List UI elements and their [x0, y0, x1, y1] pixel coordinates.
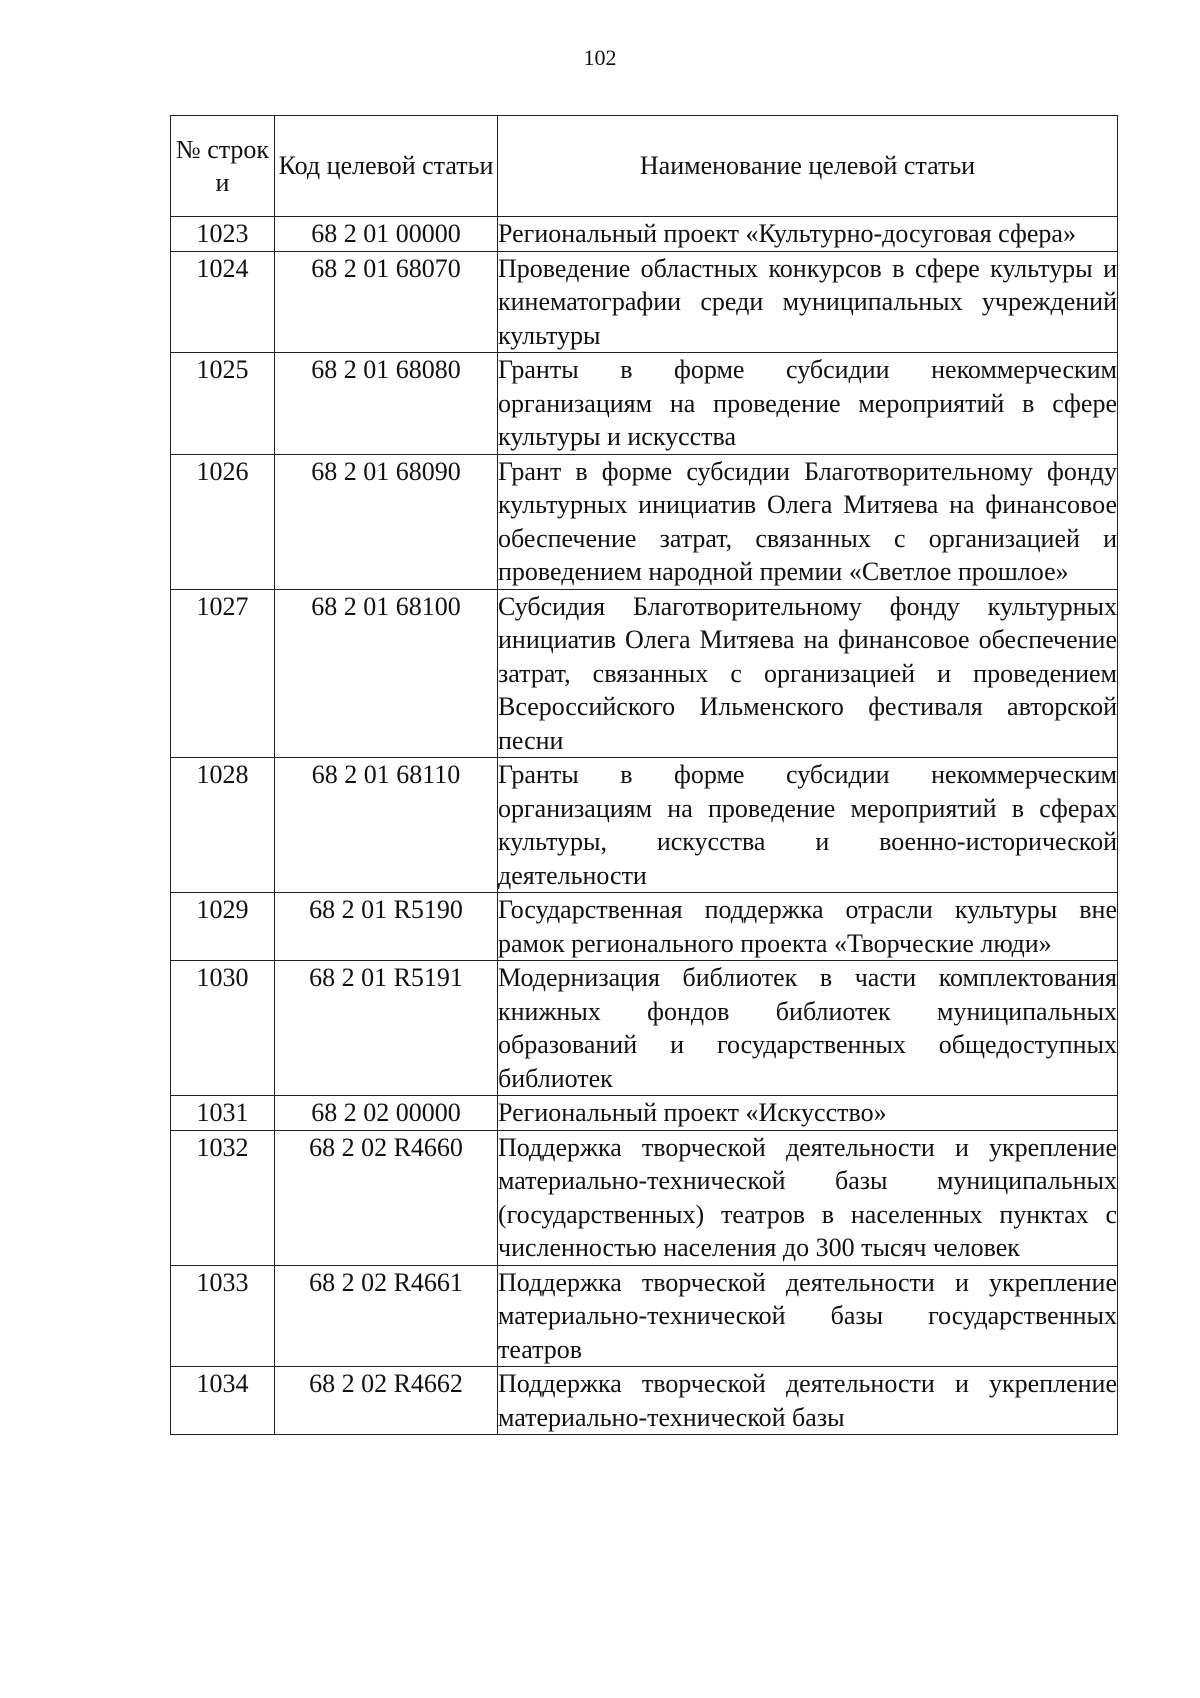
row-code: 68 2 01 68100 — [275, 589, 498, 758]
row-number: 1029 — [171, 893, 275, 961]
row-name: Государственная поддержка отрасли культуры вне рамок регионального проекта «Творческие люди» — [498, 893, 1118, 961]
row-code: 68 2 02 R4661 — [275, 1265, 498, 1367]
table-header-row — [171, 116, 1118, 217]
row-name: Субсидия Благотворительному фонду культурных инициатив Олега Митяева на финансовое обеспечение затрат, связанных с организацией и проведением Всероссийского Ильменского фестиваля авторской песни — [498, 589, 1118, 758]
table-row — [171, 1096, 1118, 1131]
row-name: Региональный проект «Культурно-досуговая сфера» — [498, 217, 1118, 252]
row-name: Поддержка творческой деятельности и укрепление материально-технической базы — [498, 1367, 1118, 1435]
header-code: Код целевой статьи — [275, 116, 498, 217]
table-row — [171, 589, 1118, 758]
table-row — [171, 454, 1118, 589]
row-name: Модернизация библиотек в части комплектования книжных фондов библиотек муниципальных образований и государственных общедоступных библиотек — [498, 961, 1118, 1096]
table-row — [171, 1130, 1118, 1265]
row-code: 68 2 01 68080 — [275, 353, 498, 455]
table-row — [171, 353, 1118, 455]
row-number: 1031 — [171, 1096, 275, 1131]
row-number: 1030 — [171, 961, 275, 1096]
table-row — [171, 1265, 1118, 1367]
row-code: 68 2 01 R5190 — [275, 893, 498, 961]
row-number: 1033 — [171, 1265, 275, 1367]
row-number: 1024 — [171, 251, 275, 353]
row-number: 1034 — [171, 1367, 275, 1435]
row-name: Гранты в форме субсидии некоммерческим организациям на проведение мероприятий в сфере культуры и искусства — [498, 353, 1118, 455]
row-name: Поддержка творческой деятельности и укрепление материально-технической базы государственных театров — [498, 1265, 1118, 1367]
header-name: Наименование целевой статьи — [498, 116, 1118, 217]
table-row — [171, 893, 1118, 961]
table-row — [171, 251, 1118, 353]
row-number: 1027 — [171, 589, 275, 758]
row-number: 1032 — [171, 1130, 275, 1265]
row-number: 1023 — [171, 217, 275, 252]
table-row — [171, 758, 1118, 893]
row-number: 1025 — [171, 353, 275, 455]
row-name: Поддержка творческой деятельности и укрепление материально-технической базы муниципальных (государственных) театров в населенных пунктах с численностью населения до 300 тысяч человек — [498, 1130, 1118, 1265]
row-name: Грант в форме субсидии Благотворительному фонду культурных инициатив Олега Митяева на финансовое обеспечение затрат, связанных с организацией и проведением народной премии «Светлое прошлое» — [498, 454, 1118, 589]
row-number: 1028 — [171, 758, 275, 893]
row-code: 68 2 01 68110 — [275, 758, 498, 893]
table-row — [171, 1367, 1118, 1435]
row-name: Гранты в форме субсидии некоммерческим организациям на проведение мероприятий в сферах культуры, искусства и военно-исторической деятельности — [498, 758, 1118, 893]
row-code: 68 2 01 68070 — [275, 251, 498, 353]
row-code: 68 2 02 R4662 — [275, 1367, 498, 1435]
row-code: 68 2 01 68090 — [275, 454, 498, 589]
row-number: 1026 — [171, 454, 275, 589]
page-number: 102 — [583, 45, 617, 70]
row-name: Проведение областных конкурсов в сфере культуры и кинематографии среди муниципальных учреждений культуры — [498, 251, 1118, 353]
table-row — [171, 217, 1118, 252]
row-name: Региональный проект «Искусство» — [498, 1096, 1118, 1131]
header-row-number: № строк и — [171, 116, 275, 217]
row-code: 68 2 01 00000 — [275, 217, 498, 252]
row-code: 68 2 02 R4660 — [275, 1130, 498, 1265]
row-code: 68 2 02 00000 — [275, 1096, 498, 1131]
row-code: 68 2 01 R5191 — [275, 961, 498, 1096]
table-row — [171, 961, 1118, 1096]
target-articles-table — [170, 115, 1118, 1435]
